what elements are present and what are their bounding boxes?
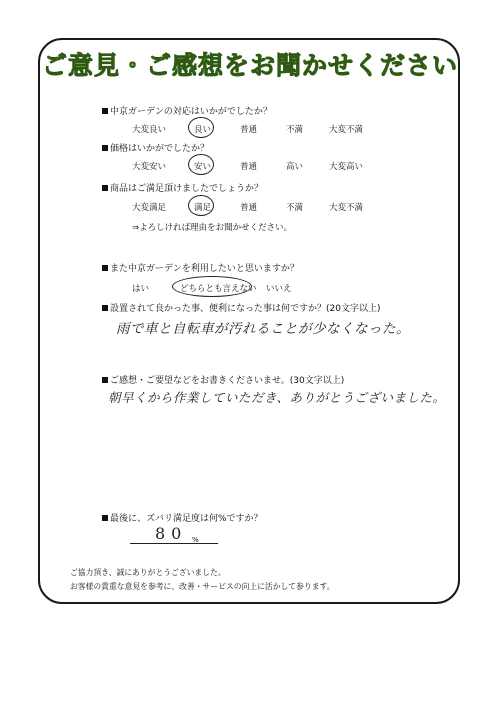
square-bullet-icon	[102, 185, 108, 191]
footer-thanks: ご協力頂き、誠にありがとうございました。	[70, 568, 226, 577]
q2-option-very-cheap: 大変安い	[132, 162, 167, 172]
selected-circle-mark	[188, 154, 214, 175]
q1-option-normal: 普通	[240, 125, 258, 135]
q4-option-neither: どちらとも言えない	[180, 284, 257, 294]
footer-improvement-note: お客様の貴重な意見を参考に、改善・サービスの向上に活かして参ります。	[70, 582, 335, 591]
square-bullet-icon	[102, 265, 108, 271]
q3-option-satisfied: 満足	[194, 203, 212, 213]
q3-option-very-satisfied: 大変満足	[132, 203, 167, 213]
question-benefits: 設置されて良かった事、便利になった事は何ですか？(20文字以上)	[102, 301, 380, 314]
percent-answer-line	[130, 543, 218, 544]
square-bullet-icon	[102, 515, 108, 521]
q3-option-very-dissatisfied: 大変不満	[329, 203, 364, 213]
square-bullet-icon	[102, 305, 108, 311]
question-satisfaction-percent: 最後に、ズバリ満足度は何%ですか？	[102, 511, 263, 524]
handwritten-percent-value: 80	[155, 524, 188, 543]
selected-circle-mark	[188, 117, 214, 138]
q3-option-normal: 普通	[240, 203, 258, 213]
q1-option-good: 良い	[194, 125, 212, 135]
handwritten-answer-comments: 朝早くから作業していただき、ありがとうございました。	[108, 390, 446, 405]
q3-option-dissatisfied: 不満	[286, 203, 304, 213]
q4-option-no: いいえ	[266, 284, 292, 294]
q2-option-cheap: 安い	[194, 162, 212, 172]
reason-request-note: ⇒よろしければ理由をお聞かせください。	[132, 223, 293, 233]
q1-option-dissatisfied: 不満	[286, 125, 304, 135]
q2-option-very-expensive: 大変高い	[329, 162, 364, 172]
q1-option-very-good: 大変良い	[132, 125, 167, 135]
q1-option-very-dissatisfied: 大変不満	[329, 125, 364, 135]
question-price: 価格はいかがでしたか？	[102, 141, 209, 154]
selected-circle-mark	[188, 195, 214, 216]
selected-circle-mark	[172, 276, 252, 297]
question-reuse: また中京ガーデンを利用したいと思いますか？	[102, 261, 299, 274]
percent-unit: %	[192, 536, 199, 544]
square-bullet-icon	[102, 145, 108, 151]
survey-title: ご意見・ご感想をお聞かせください	[41, 51, 458, 80]
q2-option-expensive: 高い	[286, 162, 304, 172]
square-bullet-icon	[102, 108, 108, 114]
question-staff-response: 中京ガーデンの対応はいかがでしたか？	[102, 104, 272, 117]
handwritten-answer-benefits: 雨で車と自転車が汚れることが少なくなった。	[116, 321, 410, 337]
q4-option-yes: はい	[132, 284, 150, 294]
q2-option-normal: 普通	[240, 162, 258, 172]
question-comments: ご感想・ご要望などをお書きくださいませ。(30文字以上)	[102, 373, 344, 386]
square-bullet-icon	[102, 377, 108, 383]
question-product-satisfaction: 商品はご満足頂けましたでしょうか？	[102, 181, 263, 194]
